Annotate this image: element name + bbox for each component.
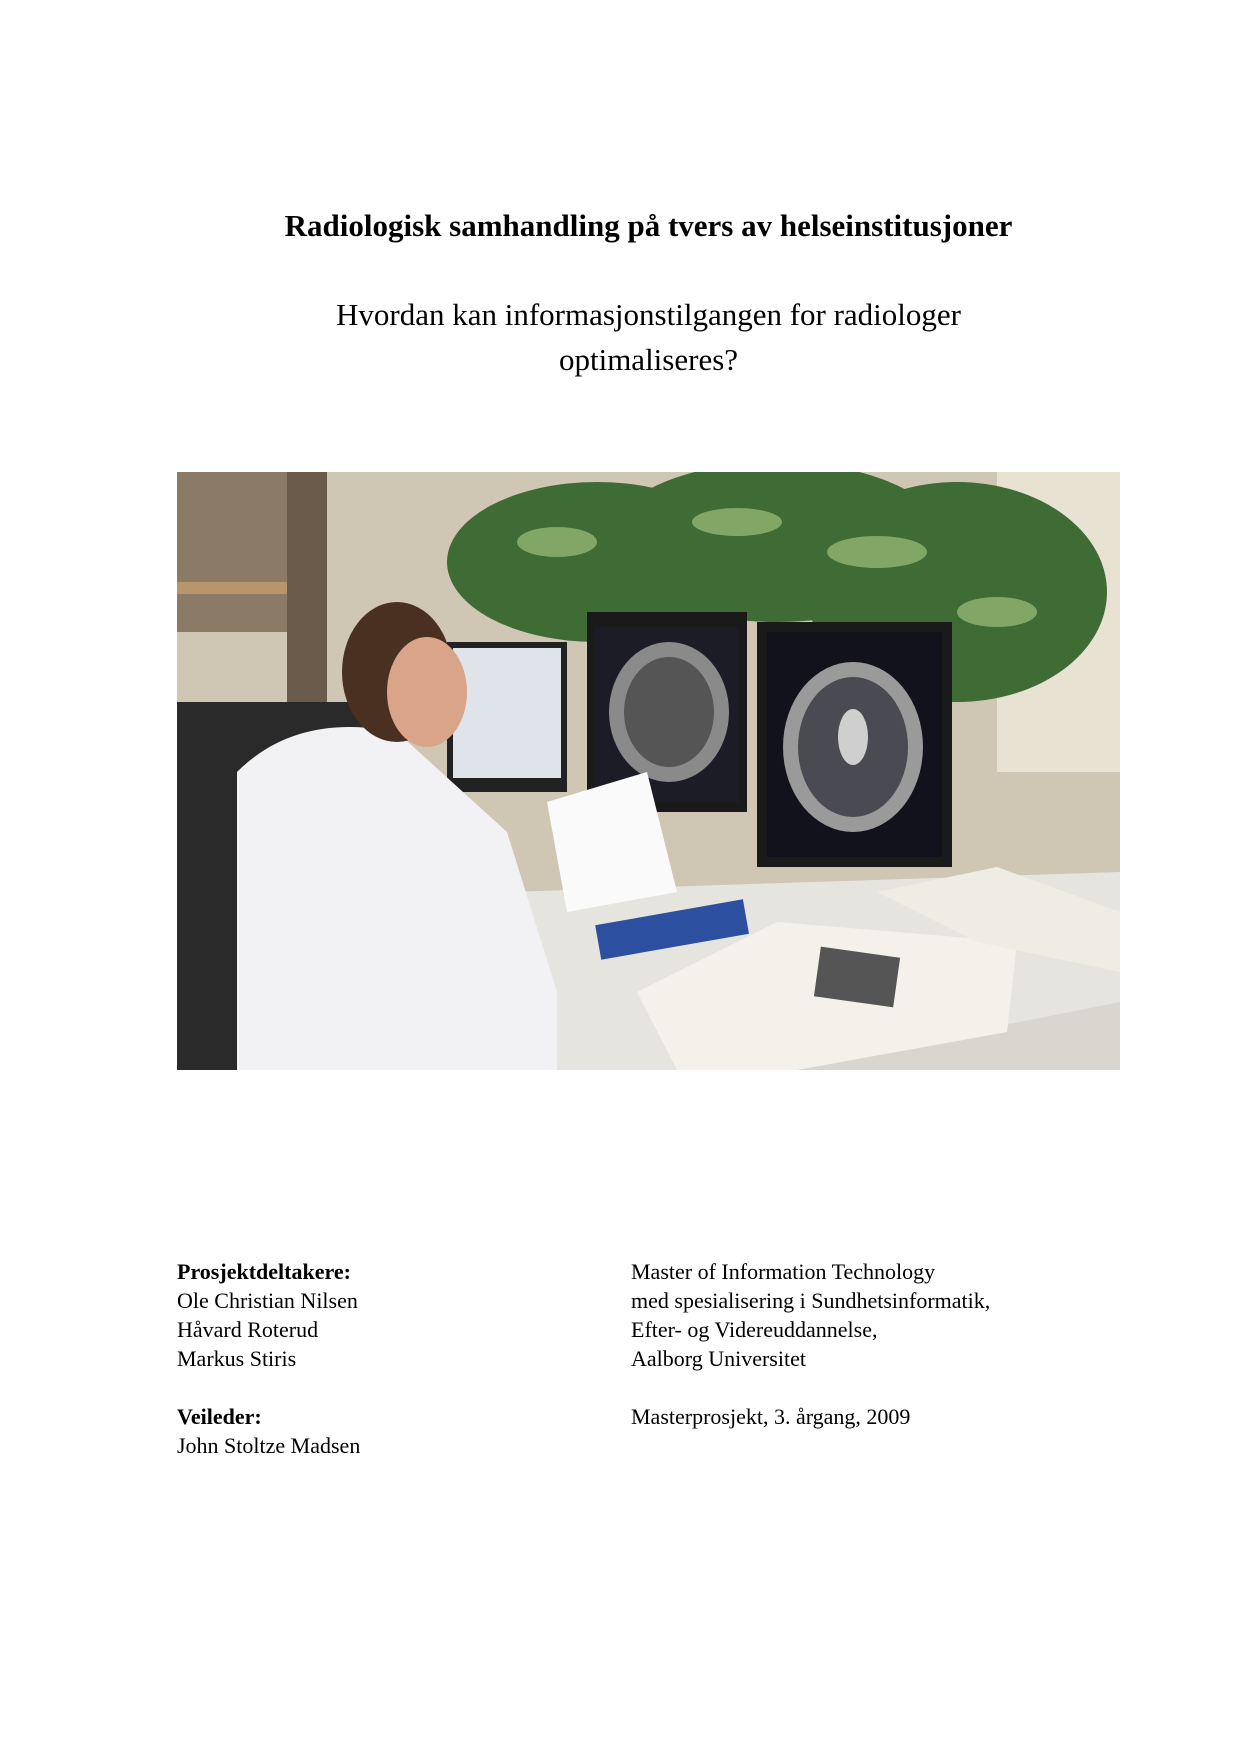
subtitle-line-1: Hvordan kan informasjonstilgangen for radiologer: [336, 297, 961, 332]
document-subtitle: [177, 292, 1120, 382]
participants-heading: Prosjektdeltakere:: [177, 1259, 351, 1284]
participants-block: [177, 1257, 360, 1460]
supervisor-name: John Stoltze Madsen: [177, 1433, 361, 1458]
program-block: [631, 1257, 990, 1431]
participant-name: Markus Stiris: [177, 1346, 297, 1371]
participant-name: Ole Christian Nilsen: [177, 1288, 358, 1313]
subtitle-line-2: optimaliseres?: [558, 342, 739, 377]
program-line: Aalborg Universitet: [631, 1346, 806, 1371]
participant-name: Håvard Roterud: [177, 1317, 319, 1342]
program-line: Master of Information Technology: [631, 1259, 936, 1284]
project-info: Masterprosjekt, 3. årgang, 2009: [631, 1404, 911, 1429]
supervisor-heading: Veileder:: [177, 1404, 262, 1429]
program-line: med spesialisering i Sundhetsinformatik,: [631, 1288, 991, 1313]
cover-photo-radiologist-workstation: [177, 472, 1120, 1070]
document-title: Radiologisk samhandling på tvers av helseinstitusjoner: [284, 208, 1013, 243]
program-line: Efter- og Videreuddannelse,: [631, 1317, 878, 1342]
